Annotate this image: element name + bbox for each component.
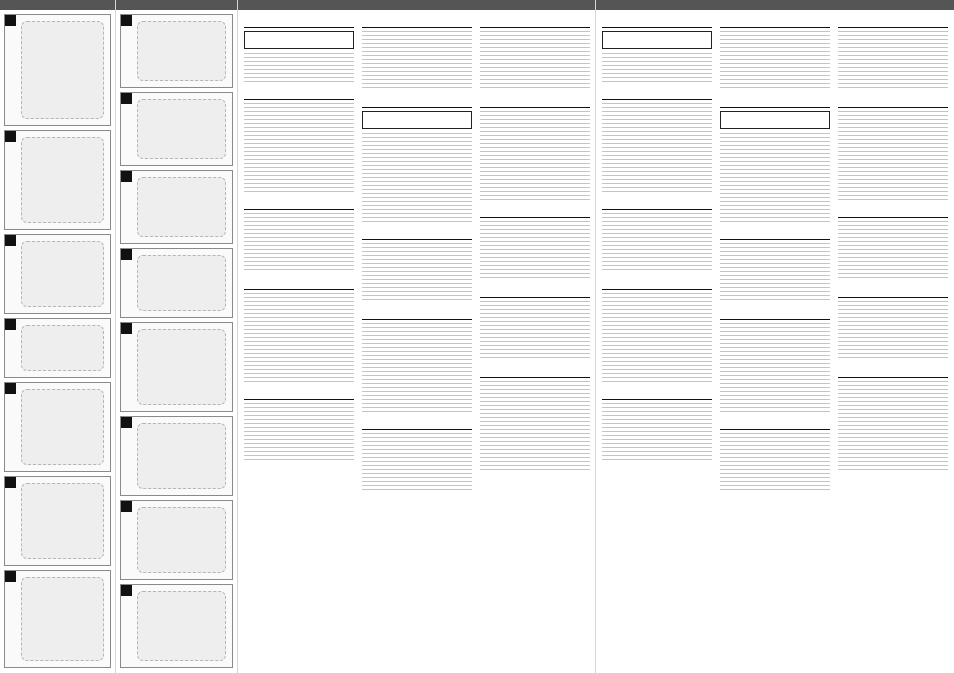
body-text xyxy=(720,433,830,493)
figure-l xyxy=(120,322,233,412)
figure-b xyxy=(4,130,111,230)
section-heading xyxy=(244,16,354,28)
figure-letter xyxy=(121,249,132,260)
text-column xyxy=(836,14,950,667)
figure-illustration xyxy=(21,483,104,559)
section-heading xyxy=(720,308,830,320)
figure-letter xyxy=(5,383,16,394)
figure-i xyxy=(120,92,233,166)
panel-header xyxy=(596,0,954,10)
body-text xyxy=(838,111,948,201)
figure-illustration xyxy=(21,577,104,661)
body-text xyxy=(480,381,590,471)
body-text xyxy=(720,133,830,223)
text-column xyxy=(718,14,832,667)
body-text xyxy=(602,103,712,193)
figure-d xyxy=(4,318,111,378)
body-text xyxy=(362,323,472,413)
figure-a xyxy=(4,14,111,126)
figure-j xyxy=(120,170,233,244)
text-column xyxy=(360,14,474,667)
figure-o xyxy=(120,584,233,668)
section-heading xyxy=(838,366,948,378)
body-text xyxy=(720,323,830,413)
panel-text-1 xyxy=(238,0,596,673)
figure-g xyxy=(4,570,111,668)
body-text xyxy=(244,403,354,463)
figure-letter xyxy=(5,235,16,246)
figure-illustration xyxy=(137,423,226,489)
panel-header xyxy=(116,0,237,10)
panel-header xyxy=(238,0,595,10)
notice-box xyxy=(720,111,830,129)
body-text xyxy=(244,53,354,83)
section-heading xyxy=(838,96,948,108)
figure-illustration xyxy=(137,329,226,405)
section-heading xyxy=(480,286,590,298)
section-heading xyxy=(362,308,472,320)
section-heading xyxy=(362,418,472,430)
panel-illustrations-2 xyxy=(116,0,238,673)
body-text xyxy=(838,381,948,471)
figure-illustration xyxy=(137,591,226,661)
body-text xyxy=(244,213,354,273)
figure-illustration xyxy=(21,21,104,119)
body-text xyxy=(602,213,712,273)
section-heading xyxy=(602,278,712,290)
section-heading xyxy=(838,206,948,218)
body-text xyxy=(362,31,472,91)
body-text xyxy=(362,133,472,223)
figure-f xyxy=(4,476,111,566)
figure-h xyxy=(120,14,233,88)
figure-c xyxy=(4,234,111,314)
body-text xyxy=(602,403,712,463)
section-heading xyxy=(362,228,472,240)
figure-letter xyxy=(5,319,16,330)
section-heading xyxy=(602,88,712,100)
section-heading xyxy=(838,286,948,298)
body-text xyxy=(362,433,472,493)
body-text xyxy=(720,31,830,91)
figure-illustration xyxy=(21,389,104,465)
body-text xyxy=(838,221,948,281)
body-text xyxy=(838,301,948,361)
section-heading xyxy=(480,206,590,218)
section-heading xyxy=(244,198,354,210)
figure-letter xyxy=(121,15,132,26)
body-text xyxy=(244,293,354,383)
section-heading xyxy=(480,366,590,378)
figure-letter xyxy=(121,171,132,182)
figure-e xyxy=(4,382,111,472)
text-column xyxy=(242,14,356,667)
panel-header xyxy=(0,0,115,10)
figure-letter xyxy=(5,477,16,488)
body-text xyxy=(362,243,472,303)
figure-m xyxy=(120,416,233,496)
figure-illustration xyxy=(21,137,104,223)
figure-illustration xyxy=(137,255,226,311)
section-heading xyxy=(602,16,712,28)
notice-box xyxy=(602,31,712,49)
section-heading xyxy=(244,88,354,100)
figure-letter xyxy=(121,93,132,104)
figure-letter xyxy=(121,417,132,428)
section-heading xyxy=(720,418,830,430)
section-heading xyxy=(720,16,830,28)
section-heading xyxy=(362,16,472,28)
notice-box xyxy=(362,111,472,129)
panel-text-2 xyxy=(596,0,954,673)
section-heading xyxy=(480,96,590,108)
section-heading xyxy=(244,388,354,400)
figure-letter xyxy=(5,131,16,142)
section-heading xyxy=(244,278,354,290)
text-column xyxy=(478,14,592,667)
body-text xyxy=(838,31,948,91)
body-text xyxy=(480,221,590,281)
figure-illustration xyxy=(137,99,226,159)
body-text xyxy=(480,301,590,361)
section-heading xyxy=(720,96,830,108)
figure-illustration xyxy=(137,507,226,573)
notice-box xyxy=(244,31,354,49)
figure-letter xyxy=(121,501,132,512)
section-heading xyxy=(720,228,830,240)
section-heading xyxy=(602,198,712,210)
text-column xyxy=(600,14,714,667)
body-text xyxy=(244,103,354,193)
section-heading xyxy=(602,388,712,400)
figure-illustration xyxy=(21,241,104,307)
body-text xyxy=(480,111,590,201)
body-text xyxy=(602,53,712,83)
section-heading xyxy=(480,16,590,28)
figure-letter xyxy=(5,15,16,26)
figure-letter xyxy=(5,571,16,582)
panel-illustrations-1 xyxy=(0,0,116,673)
figure-k xyxy=(120,248,233,318)
section-heading xyxy=(362,96,472,108)
body-text xyxy=(602,293,712,383)
figure-letter xyxy=(121,323,132,334)
figure-letter xyxy=(121,585,132,596)
figure-illustration xyxy=(21,325,104,371)
body-text xyxy=(720,243,830,303)
section-heading xyxy=(838,16,948,28)
figure-illustration xyxy=(137,177,226,237)
figure-illustration xyxy=(137,21,226,81)
body-text xyxy=(480,31,590,91)
figure-n xyxy=(120,500,233,580)
